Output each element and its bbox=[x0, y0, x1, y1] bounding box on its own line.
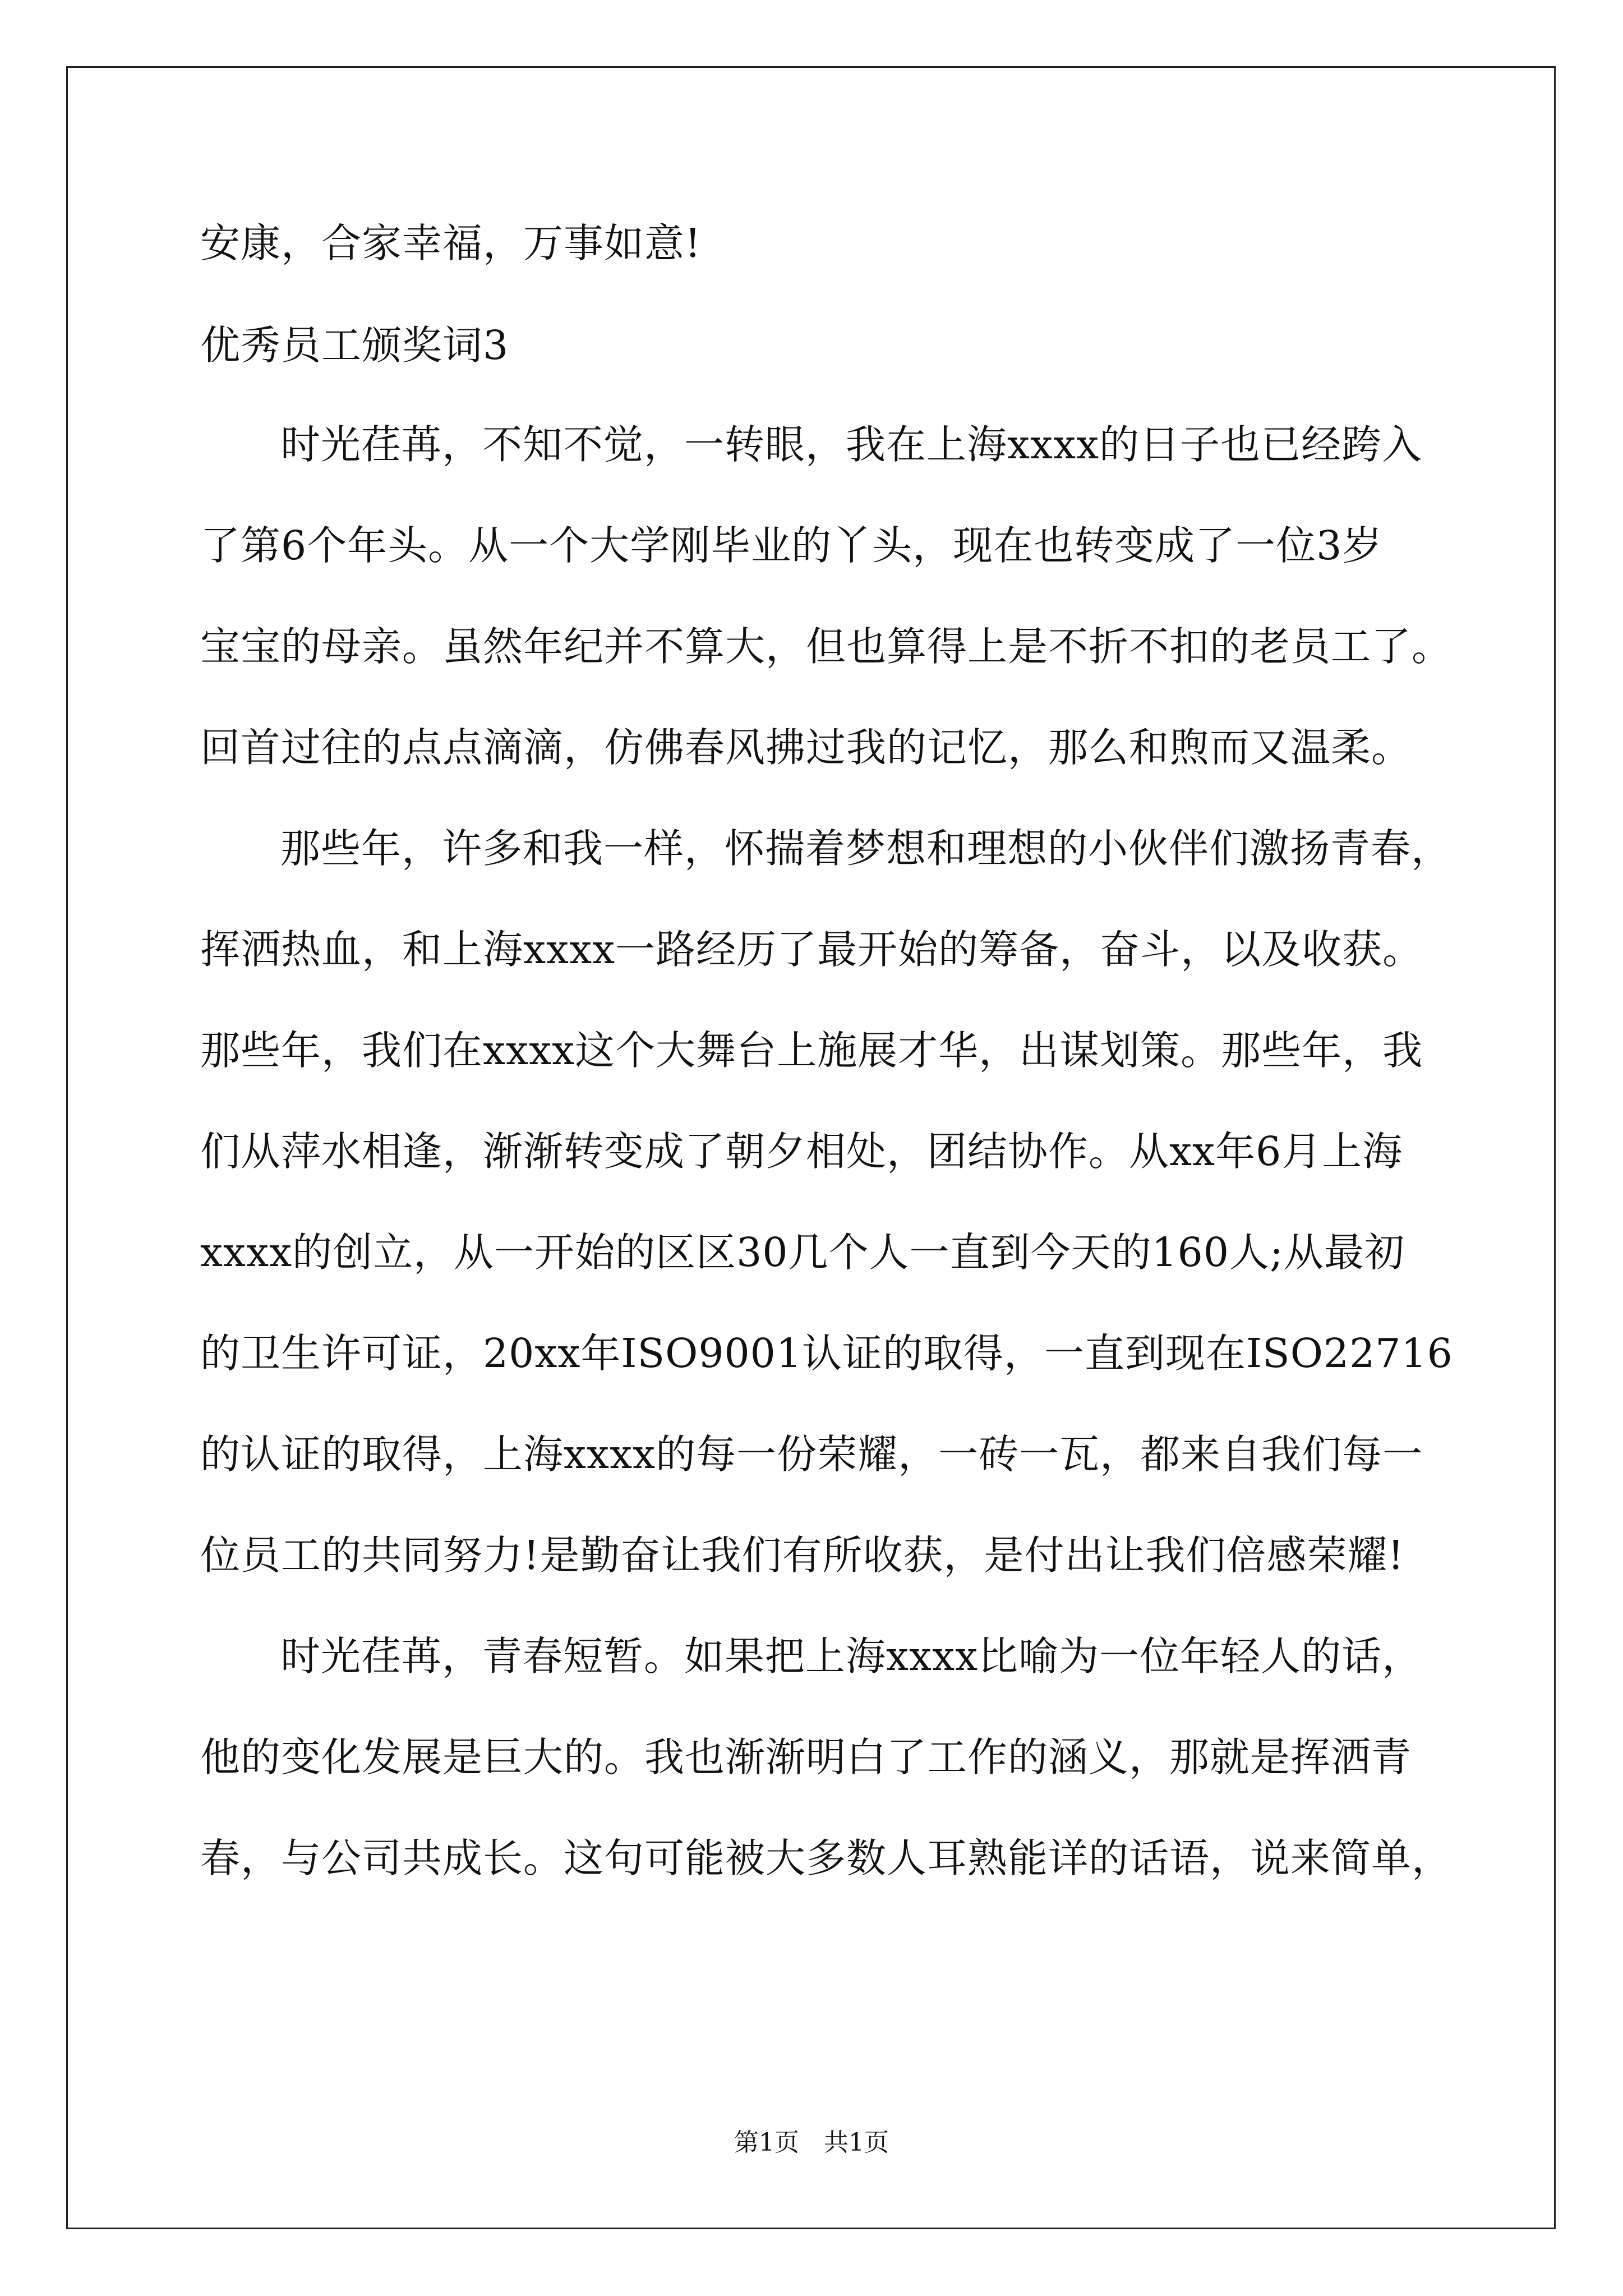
paragraph-2-line-5: xxxx的创立，从一开始的区区30几个人一直到今天的160人;从最初 bbox=[200, 1229, 1405, 1276]
paragraph-2-line-1: 那些年，许多和我一样，怀揣着梦想和理想的小伙伴们激扬青春， bbox=[280, 825, 1452, 872]
paragraph-3-line-2: 他的变化发展是巨大的。我也渐渐明白了工作的涵义，那就是挥洒青 bbox=[200, 1734, 1412, 1780]
paragraph-2-line-2: 挥洒热血，和上海xxxx一路经历了最开始的筹备，奋斗，以及收获。 bbox=[200, 926, 1423, 973]
paragraph-2-line-6: 的卫生许可证，20xx年ISO9001认证的取得，一直到现在ISO22716 bbox=[200, 1330, 1453, 1377]
paragraph-2-line-4: 们从萍水相逢，渐渐转变成了朝夕相处，团结协作。从xx年6月上海 bbox=[200, 1128, 1403, 1175]
paragraph-1-line-1: 时光荏苒，不知不觉，一转眼，我在上海xxxx的日子也已经跨入 bbox=[280, 421, 1423, 468]
closing-line: 安康，合家幸福，万事如意! bbox=[200, 220, 702, 266]
paragraph-1-line-4: 回首过往的点点滴滴，仿佛春风拂过我的记忆，那么和煦而又温柔。 bbox=[200, 724, 1412, 771]
paragraph-2-line-7: 的认证的取得，上海xxxx的每一份荣耀，一砖一瓦，都来自我们每一 bbox=[200, 1431, 1423, 1478]
paragraph-1-line-3: 宝宝的母亲。虽然年纪并不算大，但也算得上是不折不扣的老员工了。 bbox=[200, 623, 1453, 670]
paragraph-1-line-2: 了第6个年头。从一个大学刚毕业的丫头，现在也转变成了一位3岁 bbox=[200, 522, 1383, 569]
paragraph-2-line-3: 那些年，我们在xxxx这个大舞台上施展才华，出谋划策。那些年，我 bbox=[200, 1027, 1423, 1074]
paragraph-2-line-8: 位员工的共同努力!是勤奋让我们有所收获，是付出让我们倍感荣耀! bbox=[200, 1532, 1405, 1579]
paragraph-3-line-1: 时光荏苒，青春短暂。如果把上海xxxx比喻为一位年轻人的话， bbox=[280, 1633, 1423, 1680]
paragraph-3-line-3: 春，与公司共成长。这句可能被大多数人耳熟能详的话语，说来简单， bbox=[200, 1835, 1453, 1881]
page-number: 第1页 共1页 bbox=[734, 2128, 889, 2157]
section-heading: 优秀员工颁奖词3 bbox=[200, 322, 509, 369]
